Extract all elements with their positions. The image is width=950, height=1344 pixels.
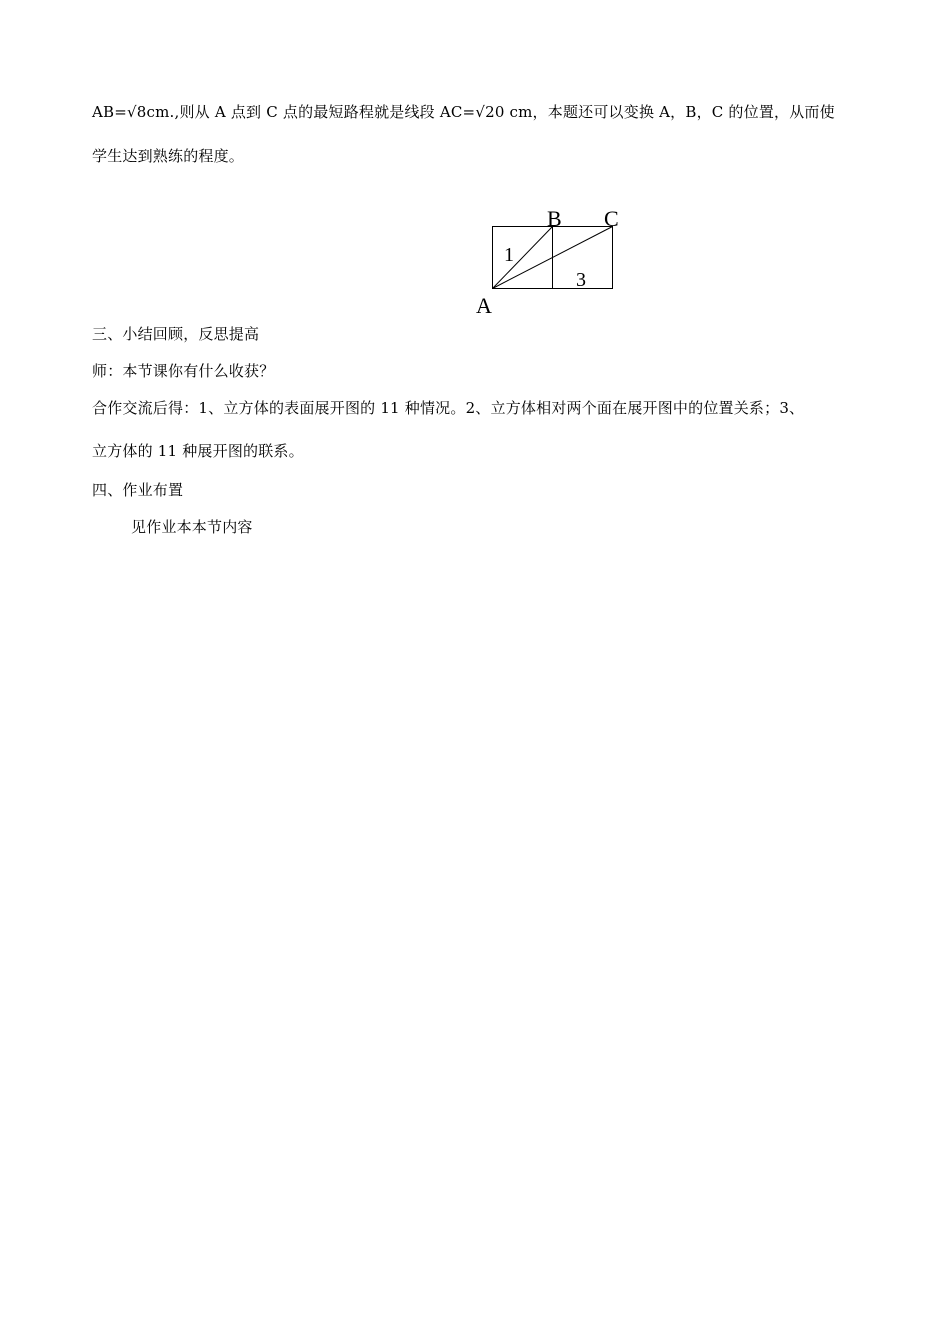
teacher-question: 师：本节课你有什么收获？ — [92, 362, 275, 380]
point-label-a: A — [476, 293, 492, 318]
paragraph-line: 学生达到熟练的程度。 — [92, 147, 245, 165]
paragraph-line: 合作交流后得：1、立方体的表面展开图的 11 种情况。2、立方体相对两个面在展开图中的位置关系；3、 — [92, 399, 805, 417]
section-heading: 三、小结回顾，反思提高 — [92, 325, 260, 343]
section-heading: 四、作业布置 — [92, 481, 184, 499]
point-label-b: B — [547, 206, 562, 231]
point-label-c: C — [604, 206, 619, 231]
length-label-3: 3 — [576, 269, 586, 291]
segment-ab — [493, 227, 553, 289]
cube-unfolding-figure — [470, 200, 630, 320]
length-label-1: 1 — [504, 244, 514, 266]
paragraph-line: AB=√8cm.,则从 A 点到 C 点的最短路程就是线段 AC=√20 cm，本题还可以变换 A，B，C 的位置，从而使 — [92, 103, 835, 121]
paragraph-line: 立方体的 11 种展开图的联系。 — [92, 442, 304, 460]
homework-text: 见作业本本节内容 — [131, 518, 253, 536]
